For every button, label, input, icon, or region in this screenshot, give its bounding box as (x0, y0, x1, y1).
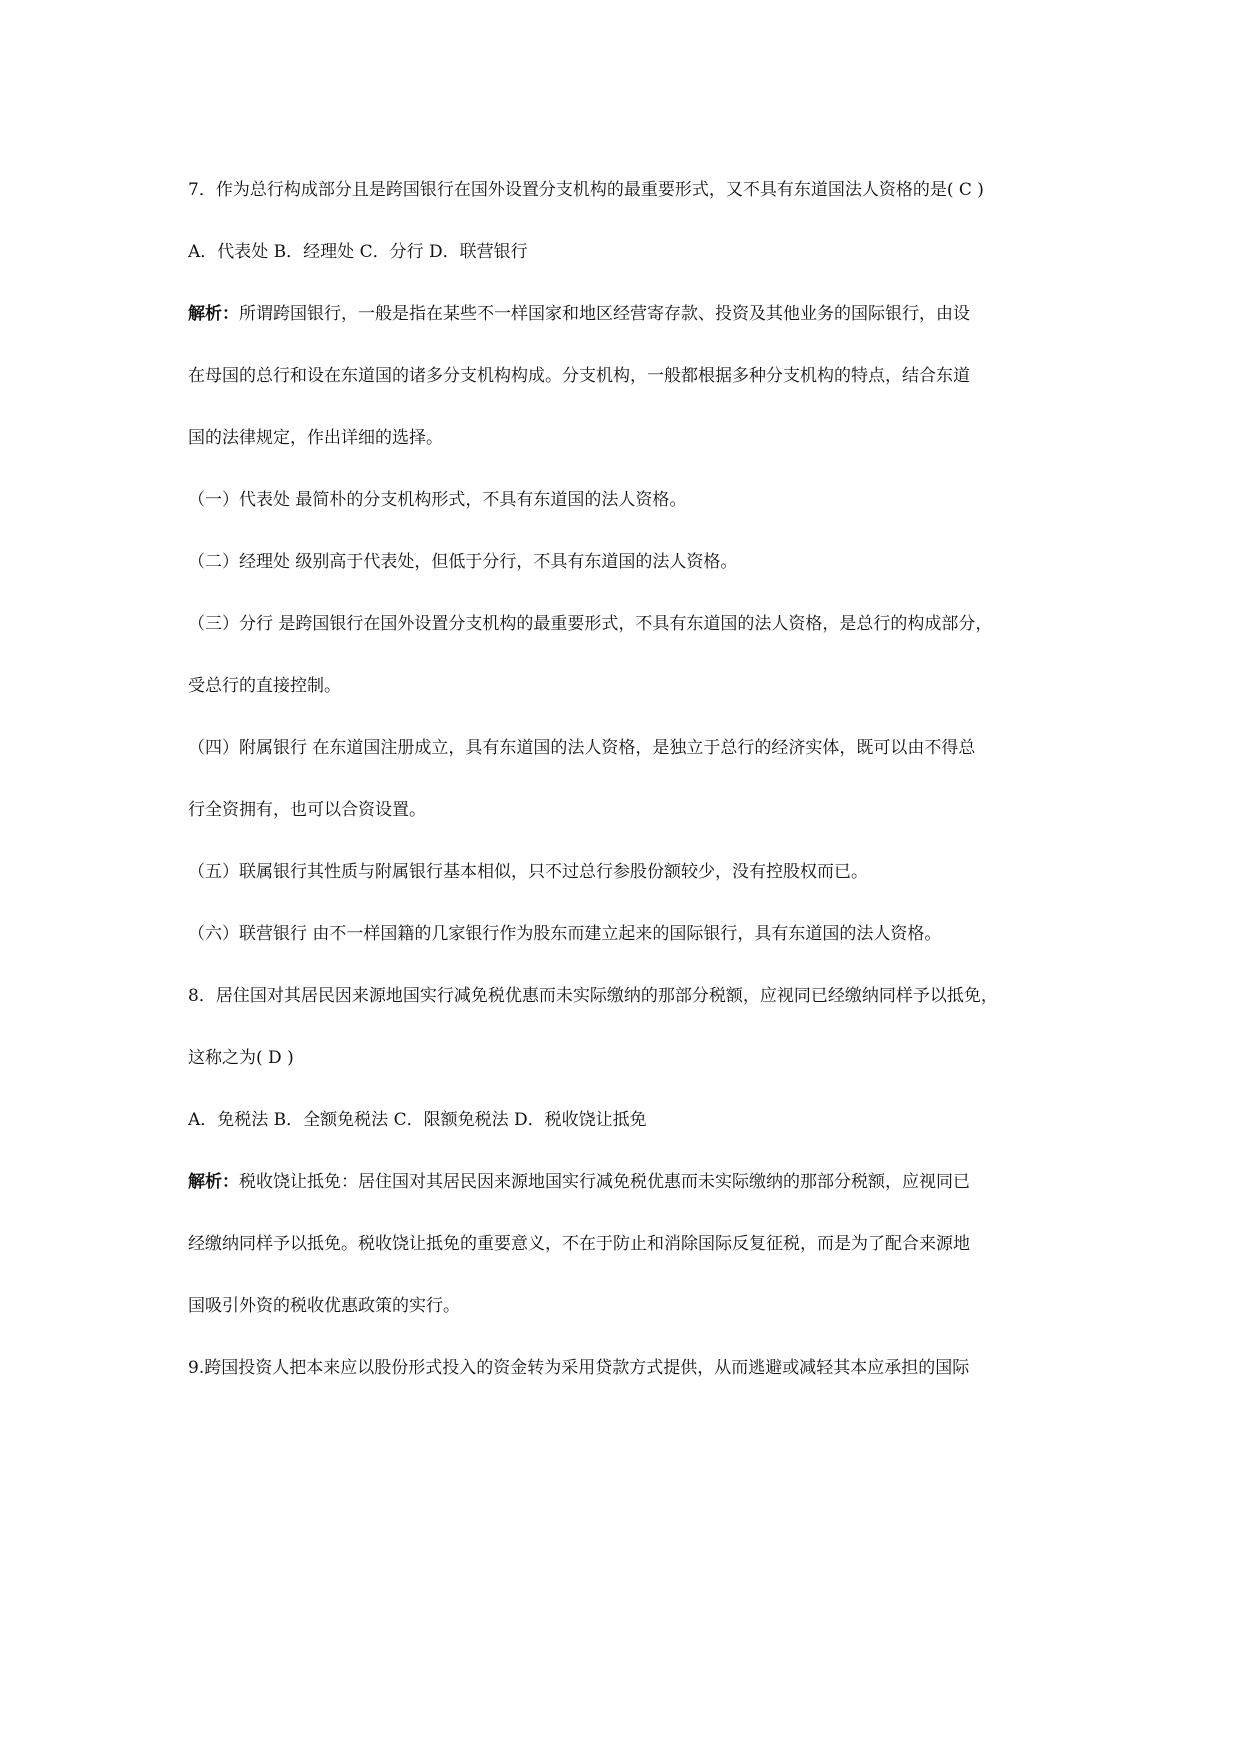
question-7-options: A．代表处 B．经理处 C．分行 D．联营银行 (188, 242, 528, 262)
analysis-label: 解析： (188, 1172, 239, 1192)
branch-type-3-cont: 受总行的直接控制。 (188, 676, 341, 696)
question-7: 7．作为总行构成部分且是跨国银行在国外设置分支机构的最重要形式，又不具有东道国法人资格的是( C ) (188, 180, 984, 200)
analysis-label: 解析： (188, 304, 239, 324)
question-7-analysis-line-2: 在母国的总行和设在东道国的诸多分支机构构成。分支机构，一般都根据多种分支机构的特点，结合东道 (188, 366, 970, 386)
branch-type-1: （一）代表处 最简朴的分支机构形式，不具有东道国的法人资格。 (188, 490, 687, 510)
question-8: 8．居住国对其居民因来源地国实行减免税优惠而未实际缴纳的那部分税额，应视同已经缴纳同样予以抵免， (188, 986, 998, 1006)
branch-type-6: （六）联营银行 由不一样国籍的几家银行作为股东而建立起来的国际银行，具有东道国的法人资格。 (188, 924, 942, 944)
question-8-analysis-line-3: 国吸引外资的税收优惠政策的实行。 (188, 1296, 460, 1316)
question-8-options: A．免税法 B．全额免税法 C．限额免税法 D．税收饶让抵免 (188, 1110, 647, 1130)
branch-type-2: （二）经理处 级别高于代表处，但低于分行，不具有东道国的法人资格。 (188, 552, 738, 572)
question-7-analysis-line-3: 国的法律规定，作出详细的选择。 (188, 428, 443, 448)
branch-type-5: （五）联属银行其性质与附属银行基本相似，只不过总行参股份额较少，没有控股权而已。 (188, 862, 868, 882)
question-7-analysis-line-1: 解析：所谓跨国银行，一般是指在某些不一样国家和地区经营寄存款、投资及其他业务的国际银行，由设 (188, 304, 970, 324)
question-8-cont: 这称之为( D ) (188, 1048, 294, 1068)
question-9: 9.跨国投资人把本来应以股份形式投入的资金转为采用贷款方式提供，从而逃避或减轻其本应承担的国际 (188, 1358, 970, 1378)
branch-type-4-cont: 行全资拥有，也可以合资设置。 (188, 800, 426, 820)
question-8-analysis-line-2: 经缴纳同样予以抵免。税收饶让抵免的重要意义，不在于防止和消除国际反复征税，而是为了配合来源地 (188, 1234, 970, 1254)
branch-type-3: （三）分行 是跨国银行在国外设置分支机构的最重要形式，不具有东道国的法人资格，是总行的构成部分， (188, 614, 993, 634)
question-8-analysis-line-1: 解析：税收饶让抵免：居住国对其居民因来源地国实行减免税优惠而未实际缴纳的那部分税额，应视同已 (188, 1172, 970, 1192)
branch-type-4: （四）附属银行 在东道国注册成立，具有东道国的法人资格，是独立于总行的经济实体，既可以由不得总 (188, 738, 976, 758)
